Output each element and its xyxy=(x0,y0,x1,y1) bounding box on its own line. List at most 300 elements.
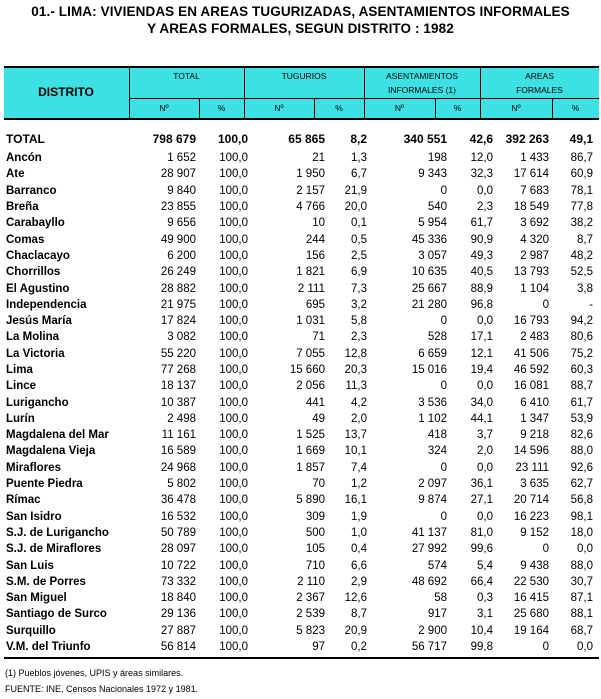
cell: 60,3 xyxy=(570,364,593,376)
cell: 16 415 xyxy=(513,592,549,605)
table-row xyxy=(6,476,593,492)
cell: 38,2 xyxy=(570,217,593,230)
cell: 2,5 xyxy=(351,249,367,262)
cell: 100,0 xyxy=(219,152,248,165)
header-informales: INFORMALES (1) xyxy=(387,85,456,95)
cell: 16 532 xyxy=(160,510,196,523)
district-name: Rímac xyxy=(6,494,41,507)
district-name: Chorrillos xyxy=(6,266,61,279)
header-pct: % xyxy=(571,103,580,113)
header-n: Nº xyxy=(394,103,405,113)
cell: TOTAL xyxy=(6,132,45,146)
cell: 100,0 xyxy=(219,510,248,523)
cell: 68,7 xyxy=(570,624,593,637)
cell: 5 823 xyxy=(296,624,325,637)
district-name: Surquillo xyxy=(6,624,56,637)
table-row xyxy=(6,231,593,247)
cell: 9 840 xyxy=(167,184,196,197)
table-row xyxy=(6,557,593,573)
cell: 9 343 xyxy=(418,168,447,181)
district-name: Jesús María xyxy=(6,315,72,328)
cell: 21,9 xyxy=(344,184,367,197)
cell: 48 692 xyxy=(411,575,447,588)
cell: 798 679 xyxy=(152,132,196,146)
cell: 2 539 xyxy=(296,608,325,621)
cell: 8,7 xyxy=(577,233,593,246)
cell: 1,2 xyxy=(351,478,367,491)
cell: 58 xyxy=(434,592,447,605)
cell: 1 347 xyxy=(520,412,549,425)
cell: 100,0 xyxy=(219,184,248,197)
cell: 100,0 xyxy=(219,592,248,605)
cell: 61,7 xyxy=(470,217,493,230)
cell: 94,2 xyxy=(570,315,593,328)
cell: 100,0 xyxy=(219,233,248,246)
cell: 9 152 xyxy=(520,526,549,539)
table-row xyxy=(6,427,593,443)
cell: 1 950 xyxy=(296,168,325,181)
district-table xyxy=(6,128,593,655)
cell: 0 xyxy=(440,315,447,328)
cell: 15 016 xyxy=(411,364,447,376)
cell: 46 592 xyxy=(513,364,549,376)
table-row-total xyxy=(6,128,593,150)
district-name: Independencia xyxy=(6,298,87,311)
cell: 41 506 xyxy=(513,347,549,360)
cell: 49 xyxy=(312,412,325,425)
district-name: Comas xyxy=(6,233,45,246)
cell: 18 840 xyxy=(160,592,196,605)
table-row xyxy=(6,248,593,264)
cell: 5,4 xyxy=(477,559,493,572)
cell: 2,9 xyxy=(351,575,367,588)
cell: 540 xyxy=(427,201,447,214)
district-name: Puente Piedra xyxy=(6,478,83,491)
cell: 75,2 xyxy=(570,347,593,360)
cell: 105 xyxy=(305,543,325,556)
cell: 156 xyxy=(305,249,325,262)
cell: 100,0 xyxy=(219,575,248,588)
cell: 1 669 xyxy=(296,445,325,458)
cell: 10,1 xyxy=(344,445,367,458)
cell: 49,1 xyxy=(569,132,593,146)
cell: 0 xyxy=(542,641,549,654)
cell: 11,3 xyxy=(345,380,367,393)
table-row xyxy=(6,509,593,525)
cell: 100,0 xyxy=(219,298,248,311)
cell: 100,0 xyxy=(219,429,248,442)
cell: 100,0 xyxy=(219,624,248,637)
header-formales: FORMALES xyxy=(516,85,563,95)
district-name: Lurín xyxy=(6,412,35,425)
cell: 42,6 xyxy=(469,132,493,146)
cell: 6,9 xyxy=(351,266,367,279)
cell: 309 xyxy=(305,510,325,523)
cell: 77 268 xyxy=(160,364,196,376)
cell: 5,8 xyxy=(351,315,367,328)
cell: 62,7 xyxy=(570,478,593,491)
cell: 4 320 xyxy=(520,233,549,246)
cell: 6 200 xyxy=(167,249,196,262)
cell: 88,9 xyxy=(470,282,493,295)
cell: 244 xyxy=(305,233,325,246)
cell: 0,2 xyxy=(351,641,367,654)
table-row xyxy=(6,150,593,166)
cell: 29 136 xyxy=(160,608,196,621)
cell: 0,3 xyxy=(477,592,493,605)
district-name: Magdalena del Mar xyxy=(6,429,109,442)
cell: 88,0 xyxy=(570,445,593,458)
cell: 100,0 xyxy=(219,315,248,328)
cell: 65 865 xyxy=(288,132,325,146)
cell: 87,1 xyxy=(570,592,593,605)
cell: 100,0 xyxy=(219,461,248,474)
cell: 100,0 xyxy=(219,559,248,572)
cell: 16 223 xyxy=(513,510,549,523)
cell: 100,0 xyxy=(219,249,248,262)
cell: 8,7 xyxy=(351,608,367,621)
cell: 695 xyxy=(305,298,325,311)
cell: 12,6 xyxy=(344,592,367,605)
cell: 13 793 xyxy=(513,266,549,279)
cell: 2,3 xyxy=(351,331,367,344)
cell: 19 164 xyxy=(513,624,549,637)
cell: 19,4 xyxy=(470,364,493,376)
cell: 100,0 xyxy=(219,478,248,491)
cell: 88,0 xyxy=(570,559,593,572)
cell: 12,8 xyxy=(344,347,367,360)
cell: 7,4 xyxy=(351,461,367,474)
cell: 100,0 xyxy=(219,608,248,621)
district-name: S.J. de Lurigancho xyxy=(6,526,109,539)
cell: 48,2 xyxy=(570,249,593,262)
table-header xyxy=(4,66,599,120)
cell: 40,5 xyxy=(470,266,493,279)
header-areas: AREAS xyxy=(525,71,554,81)
district-name: Miraflores xyxy=(6,461,61,474)
cell: 0,1 xyxy=(351,217,367,230)
cell: 3,2 xyxy=(351,298,367,311)
district-name: V.M. del Triunfo xyxy=(6,641,91,654)
cell: 21 975 xyxy=(160,298,196,311)
district-name: San Luis xyxy=(6,559,54,572)
cell: 0 xyxy=(440,510,447,523)
cell: 100,0 xyxy=(219,412,248,425)
cell: 0 xyxy=(440,461,447,474)
header-n: Nº xyxy=(159,103,169,113)
cell: 0,0 xyxy=(477,461,493,474)
cell: 2 111 xyxy=(297,282,325,295)
cell: 0,0 xyxy=(477,184,493,197)
cell: 13,7 xyxy=(344,429,367,442)
table-row xyxy=(6,215,593,231)
cell: 2 367 xyxy=(296,592,325,605)
cell: 2,0 xyxy=(351,412,367,425)
cell: 97 xyxy=(312,641,325,654)
cell: 25 680 xyxy=(513,608,549,621)
district-name: Chaclacayo xyxy=(6,249,70,262)
cell: 1 821 xyxy=(296,266,325,279)
table-row xyxy=(6,443,593,459)
district-name: Carabayllo xyxy=(6,217,65,230)
cell: 36,1 xyxy=(470,478,493,491)
cell: 1 031 xyxy=(296,315,325,328)
cell: 10,4 xyxy=(470,624,493,637)
table-row xyxy=(6,264,593,280)
header-tugurios: TUGURIOS xyxy=(281,71,327,81)
cell: 10 387 xyxy=(160,396,196,409)
cell: 23 855 xyxy=(160,201,196,214)
cell: 0,0 xyxy=(577,543,593,556)
district-name: Lurigancho xyxy=(6,396,69,409)
cell: 100,0 xyxy=(219,396,248,409)
cell: 2 157 xyxy=(296,184,325,197)
cell: 61,7 xyxy=(570,396,593,409)
cell: 100,0 xyxy=(219,331,248,344)
header-n: Nº xyxy=(274,103,284,113)
header-total: TOTAL xyxy=(173,71,200,81)
cell: 22 530 xyxy=(513,575,549,588)
cell: 6 410 xyxy=(520,396,549,409)
footnote: (1) Pueblos jóvenes, UPIS y áreas similares. xyxy=(5,668,184,678)
cell: 80,6 xyxy=(570,331,593,344)
cell: 3 635 xyxy=(520,478,549,491)
cell: 2 987 xyxy=(520,249,549,262)
table-bottom-rule xyxy=(4,657,599,659)
district-name: S.M. de Porres xyxy=(6,575,86,588)
cell: 340 551 xyxy=(403,132,447,146)
cell: 6,7 xyxy=(351,168,367,181)
cell: 16,1 xyxy=(344,494,367,507)
cell: 86,7 xyxy=(570,152,593,165)
cell: 5 802 xyxy=(167,478,196,491)
cell: 18,0 xyxy=(570,526,593,539)
cell: 44,1 xyxy=(470,412,493,425)
table-title-line-2: Y AREAS FORMALES, SEGUN DISTRITO : 1982 xyxy=(147,21,454,36)
cell: 11 161 xyxy=(161,429,196,442)
cell: 52,5 xyxy=(570,266,593,279)
cell: 1,0 xyxy=(351,526,367,539)
cell: 100,0 xyxy=(219,526,248,539)
cell: 10 635 xyxy=(411,266,447,279)
district-name: San Isidro xyxy=(6,510,62,523)
table-row xyxy=(6,525,593,541)
cell: 15 660 xyxy=(289,364,325,376)
header-pct: % xyxy=(453,103,462,113)
cell: 28 907 xyxy=(160,168,196,181)
cell: 18 549 xyxy=(513,201,549,214)
table-row xyxy=(6,362,593,378)
cell: 99,8 xyxy=(470,641,493,654)
cell: 3,1 xyxy=(477,608,493,621)
cell: 7,3 xyxy=(351,282,367,295)
cell: 3 692 xyxy=(520,217,549,230)
cell: 1 433 xyxy=(520,152,549,165)
cell: 16 081 xyxy=(513,380,549,393)
cell: 2,3 xyxy=(477,201,493,214)
district-name: Breña xyxy=(6,201,39,214)
cell: 441 xyxy=(305,396,325,409)
cell: 27,1 xyxy=(470,494,493,507)
cell: 2 498 xyxy=(167,412,196,425)
cell: 5 890 xyxy=(296,494,325,507)
cell: 0,0 xyxy=(477,510,493,523)
cell: 1,9 xyxy=(351,510,367,523)
cell: 12,0 xyxy=(470,152,493,165)
table-row xyxy=(6,199,593,215)
cell: 18 137 xyxy=(160,380,196,393)
cell: 3 536 xyxy=(418,396,447,409)
table-row xyxy=(6,574,593,590)
cell: 392 263 xyxy=(505,132,549,146)
cell: 20,0 xyxy=(344,201,367,214)
cell: 6,6 xyxy=(351,559,367,572)
cell: 9 218 xyxy=(520,429,549,442)
cell: 82,6 xyxy=(570,429,593,442)
cell: 70 xyxy=(312,478,325,491)
cell: 12,1 xyxy=(470,347,493,360)
cell: 41 137 xyxy=(411,526,447,539)
cell: 26 249 xyxy=(160,266,196,279)
cell: 49 900 xyxy=(160,233,196,246)
table-row xyxy=(6,329,593,345)
table-row xyxy=(6,460,593,476)
cell: 100,0 xyxy=(219,543,248,556)
cell: 17 614 xyxy=(513,168,549,181)
cell: 56 717 xyxy=(411,641,447,654)
district-name: Magdalena Vieja xyxy=(6,445,96,458)
cell: 4,2 xyxy=(351,396,367,409)
cell: 20 714 xyxy=(513,494,549,507)
cell: 9 438 xyxy=(520,559,549,572)
table-row xyxy=(6,183,593,199)
cell: 100,0 xyxy=(219,266,248,279)
cell: 324 xyxy=(427,445,447,458)
table-row xyxy=(6,394,593,410)
cell: 98,1 xyxy=(570,510,593,523)
cell: 90,9 xyxy=(470,233,493,246)
cell: 100,0 xyxy=(219,380,248,393)
cell: 14 596 xyxy=(513,445,549,458)
header-n: Nº xyxy=(511,103,521,113)
cell: 418 xyxy=(427,429,447,442)
cell: 30,7 xyxy=(570,575,593,588)
table-row xyxy=(6,378,593,394)
district-name: El Agustino xyxy=(6,282,70,295)
district-name: La Molina xyxy=(6,331,60,344)
cell: 198 xyxy=(427,152,447,165)
district-name: Lima xyxy=(6,364,33,376)
cell: 81,0 xyxy=(470,526,493,539)
cell: 99,6 xyxy=(470,543,493,556)
cell: 3,8 xyxy=(577,282,593,295)
cell: 100,0 xyxy=(219,347,248,360)
cell: 60,9 xyxy=(570,168,593,181)
table-row xyxy=(6,166,593,182)
cell: 0,5 xyxy=(351,233,367,246)
cell: 20,9 xyxy=(344,624,367,637)
cell: 78,1 xyxy=(570,184,593,197)
cell: 0,4 xyxy=(351,543,367,556)
cell: 2 097 xyxy=(418,478,447,491)
cell: 4 766 xyxy=(296,201,325,214)
cell: 34,0 xyxy=(470,396,493,409)
cell: 1,3 xyxy=(351,152,367,165)
cell: 100,0 xyxy=(219,641,248,654)
cell: 574 xyxy=(427,559,447,572)
cell: 100,0 xyxy=(219,364,248,376)
district-name: Ancón xyxy=(6,152,42,165)
cell: 20,3 xyxy=(344,364,367,376)
cell: 100,0 xyxy=(219,201,248,214)
cell: 6 659 xyxy=(418,347,447,360)
cell: 1 652 xyxy=(167,152,196,165)
cell: 5 954 xyxy=(418,217,447,230)
cell: 77,8 xyxy=(570,201,593,214)
table-row xyxy=(6,313,593,329)
cell: - xyxy=(589,298,593,311)
cell: 24 968 xyxy=(160,461,196,474)
cell: 10 xyxy=(312,217,325,230)
district-name: San Miguel xyxy=(6,592,67,605)
cell: 66,4 xyxy=(470,575,493,588)
cell: 96,8 xyxy=(470,298,493,311)
cell: 0,0 xyxy=(477,315,493,328)
cell: 55 220 xyxy=(160,347,196,360)
cell: 3 057 xyxy=(418,249,447,262)
cell: 8,2 xyxy=(350,132,367,146)
cell: 100,0 xyxy=(217,132,248,146)
cell: 1 104 xyxy=(520,282,549,295)
cell: 0 xyxy=(542,543,549,556)
cell: 71 xyxy=(312,331,325,344)
cell: 88,7 xyxy=(570,380,593,393)
cell: 100,0 xyxy=(219,445,248,458)
cell: 0 xyxy=(440,184,447,197)
cell: 100,0 xyxy=(219,217,248,230)
table-row xyxy=(6,492,593,508)
header-distrito: DISTRITO xyxy=(38,85,94,99)
cell: 2 056 xyxy=(296,380,325,393)
cell: 21 280 xyxy=(411,298,447,311)
cell: 36 478 xyxy=(160,494,196,507)
cell: 23 111 xyxy=(515,461,549,474)
cell: 100,0 xyxy=(219,168,248,181)
cell: 32,3 xyxy=(470,168,493,181)
cell: 45 336 xyxy=(411,233,447,246)
cell: 0 xyxy=(542,298,549,311)
cell: 16 793 xyxy=(513,315,549,328)
header-pct: % xyxy=(335,103,343,113)
cell: 10 722 xyxy=(160,559,196,572)
cell: 49,3 xyxy=(470,249,493,262)
district-name: S.J. de Miraflores xyxy=(6,543,102,556)
cell: 3,7 xyxy=(477,429,493,442)
cell: 0,0 xyxy=(577,641,593,654)
cell: 21 xyxy=(312,152,325,165)
cell: 56,8 xyxy=(570,494,593,507)
cell: 53,9 xyxy=(570,412,593,425)
table-row xyxy=(6,280,593,296)
cell: 1 857 xyxy=(296,461,325,474)
cell: 2 110 xyxy=(297,575,325,588)
cell: 2 483 xyxy=(520,331,549,344)
cell: 3 082 xyxy=(167,331,196,344)
cell: 9 656 xyxy=(167,217,196,230)
cell: 100,0 xyxy=(219,494,248,507)
cell: 28 097 xyxy=(160,543,196,556)
cell: 710 xyxy=(305,559,325,572)
